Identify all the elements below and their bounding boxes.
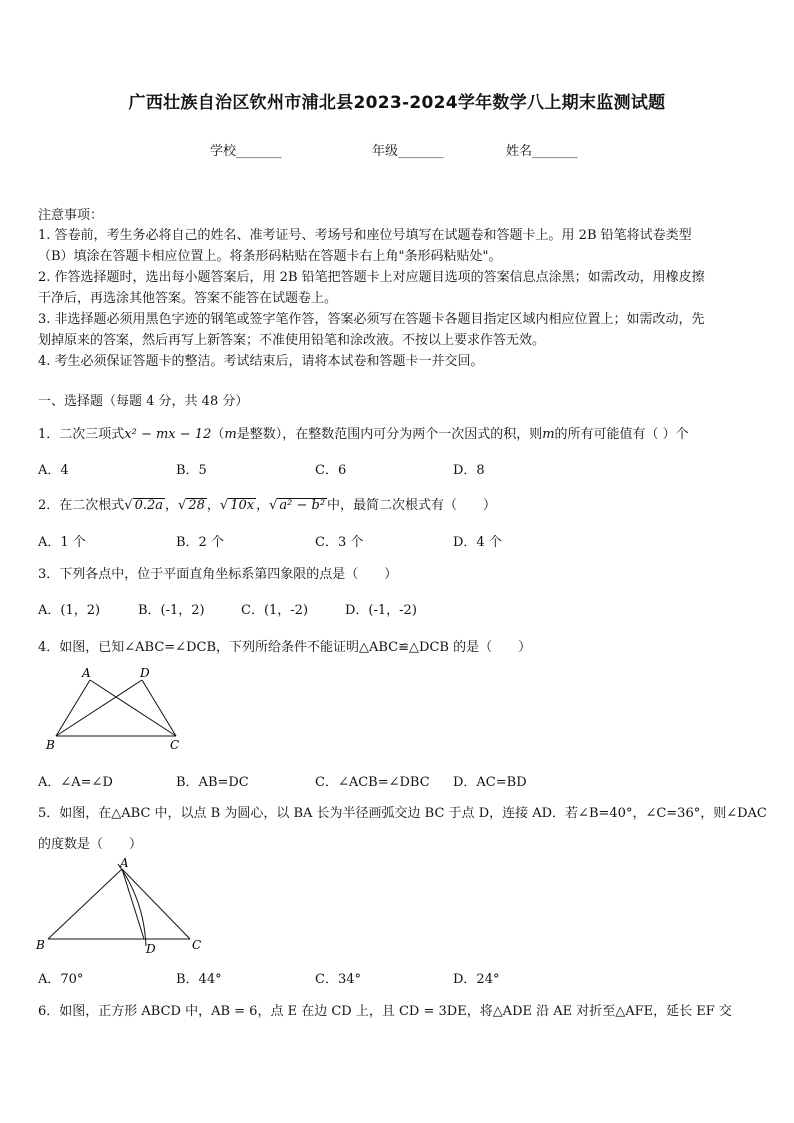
q2-option-b: B．2 个 xyxy=(176,535,224,550)
q2-sep: ， xyxy=(206,498,220,513)
q4-label-a: A xyxy=(82,666,91,680)
notes-line: 4. 考生必须保证答题卡的整洁。考试结束后，请将本试卷和答题卡一并交回。 xyxy=(38,354,484,369)
q2-radical-2: 28 xyxy=(188,498,205,513)
q5-segment-ba xyxy=(48,869,122,939)
q1-suffix: 的所有可能值有（ ）个 xyxy=(554,427,689,442)
q1-option-b: B．5 xyxy=(176,463,207,478)
school-field: 学校_______ xyxy=(210,144,282,159)
q4-segment-ac xyxy=(90,680,176,736)
q1-option-a: A．4 xyxy=(38,463,69,478)
q5-segment-ac xyxy=(122,869,190,939)
q3-option-a: A．(1，2) xyxy=(38,603,101,618)
q1-mid: 是整数），在整数范围内可分为两个一次因式的积，则 xyxy=(236,427,543,442)
notes-line: 划掉原来的答案，然后再写上新答案；不准使用铅笔和涂改液。不按以上要求作答无效。 xyxy=(38,333,546,348)
q4-figure xyxy=(38,664,198,756)
q5-option-d: D．24° xyxy=(453,972,500,987)
notes-line: 2. 作答选择题时，选出每小题答案后，用 2B 铅笔把答题卡上对应题目选项的答案信息点涂黑；如需改动，用橡皮擦 xyxy=(38,270,705,285)
q2-radical-4: a² − b² xyxy=(279,498,326,513)
q1-option-d: D．8 xyxy=(453,463,485,478)
q5-option-a: A．70° xyxy=(38,972,84,987)
q2-option-a: A．1 个 xyxy=(38,535,86,550)
q1-paren: （ xyxy=(211,427,225,442)
q3-option-d: D．(-1，-2) xyxy=(345,603,417,618)
q4-label-c: C xyxy=(170,738,180,752)
grade-field: 年级_______ xyxy=(372,144,444,159)
notes-line: （B）填涂在答题卡相应位置上。将条形码粘贴在答题卡右上角"条形码粘贴处"。 xyxy=(38,249,502,264)
q5-figure xyxy=(32,856,212,956)
q3-option-c: C．(1，-2) xyxy=(241,603,309,618)
question-3: 3．下列各点中，位于平面直角坐标系第四象限的点是（ ） xyxy=(38,567,398,582)
q2-suffix: 中，最简二次根式有（ ） xyxy=(327,498,497,513)
question-5-line-1: 5．如图，在△ABC 中，以点 B 为圆心，以 BA 长为半径画弧交边 BC 于点 D，连接 AD．若∠B=40°，∠C=36°，则∠DAC xyxy=(38,806,767,821)
q5-option-c: C．34° xyxy=(315,972,361,987)
q2-sep: ， xyxy=(256,498,270,513)
q2-option-d: D．4 个 xyxy=(453,535,502,550)
q2-radical-3: 10x xyxy=(230,498,255,513)
q4-label-b: B xyxy=(46,738,55,752)
question-1 xyxy=(38,423,689,442)
name-field: 姓名_______ xyxy=(506,144,578,159)
notes-line: 1. 答卷前，考生务必将自己的姓名、准考证号、考场号和座位号填写在试题卷和答题卡上。用 2B 铅笔将试卷类型 xyxy=(38,228,692,243)
q4-segment-ba xyxy=(56,680,90,736)
q5-arc xyxy=(118,864,146,946)
question-6: 6．如图，正方形 ABCD 中，AB = 6，点 E 在边 CD 上，且 CD = 3DE，将△ADE 沿 AE 对折至△AFE，延长 EF 交 xyxy=(38,1004,732,1019)
question-2: 2．在二次根式√ 0.2a ，√ 28 ，√ 10x ，√ a² − b² 中，最简二次根式有（ ） xyxy=(38,498,497,513)
q4-option-d: D．AC=BD xyxy=(453,775,527,790)
q5-label-c: C xyxy=(192,938,202,952)
q4-segment-dc xyxy=(142,680,176,736)
q4-option-a: A．∠A=∠D xyxy=(38,775,113,790)
question-5-line-2: 的度数是（ ） xyxy=(38,837,143,852)
q4-option-b: B．AB=DC xyxy=(176,775,249,790)
q1-expression: x² − mx − 12 xyxy=(124,427,212,442)
q2-radical-1: 0.2a xyxy=(134,498,164,513)
q4-label-d: D xyxy=(140,666,150,680)
q1-prefix: 1．二次三项式 xyxy=(38,427,125,442)
section-heading: 一、选择题（每题 4 分，共 48 分） xyxy=(38,394,249,409)
q5-label-a: A xyxy=(120,856,129,870)
exam-title: 广西壮族自治区钦州市浦北县2023-2024学年数学八上期末监测试题 xyxy=(128,93,666,113)
notes-line: 干净后，再选涂其他答案。答案不能答在试题卷上。 xyxy=(38,291,338,306)
q1-var: m xyxy=(224,427,237,442)
q4-segment-bd xyxy=(56,680,142,736)
q5-option-b: B．44° xyxy=(176,972,222,987)
q1-var: m xyxy=(542,427,555,442)
q5-label-b: B xyxy=(36,938,45,952)
q5-label-d: D xyxy=(146,942,156,956)
q2-prefix: 2．在二次根式 xyxy=(38,498,125,513)
q4-option-c: C．∠ACB=∠DBC xyxy=(315,775,430,790)
notes-heading: 注意事项： xyxy=(38,208,104,223)
question-4: 4．如图，已知∠ABC=∠DCB，下列所给条件不能证明△ABC≌△DCB 的是（ ） xyxy=(38,640,532,655)
q5-segment-ad xyxy=(122,869,144,939)
q3-option-b: B．(-1，2) xyxy=(138,603,205,618)
q1-option-c: C．6 xyxy=(315,463,347,478)
q2-sep: ， xyxy=(165,498,179,513)
q2-option-c: C．3 个 xyxy=(315,535,364,550)
notes-line: 3. 非选择题必须用黑色字迹的钢笔或签字笔作答，答案必须写在答题卡各题目指定区域内相应位置上；如需改动，先 xyxy=(38,312,705,327)
